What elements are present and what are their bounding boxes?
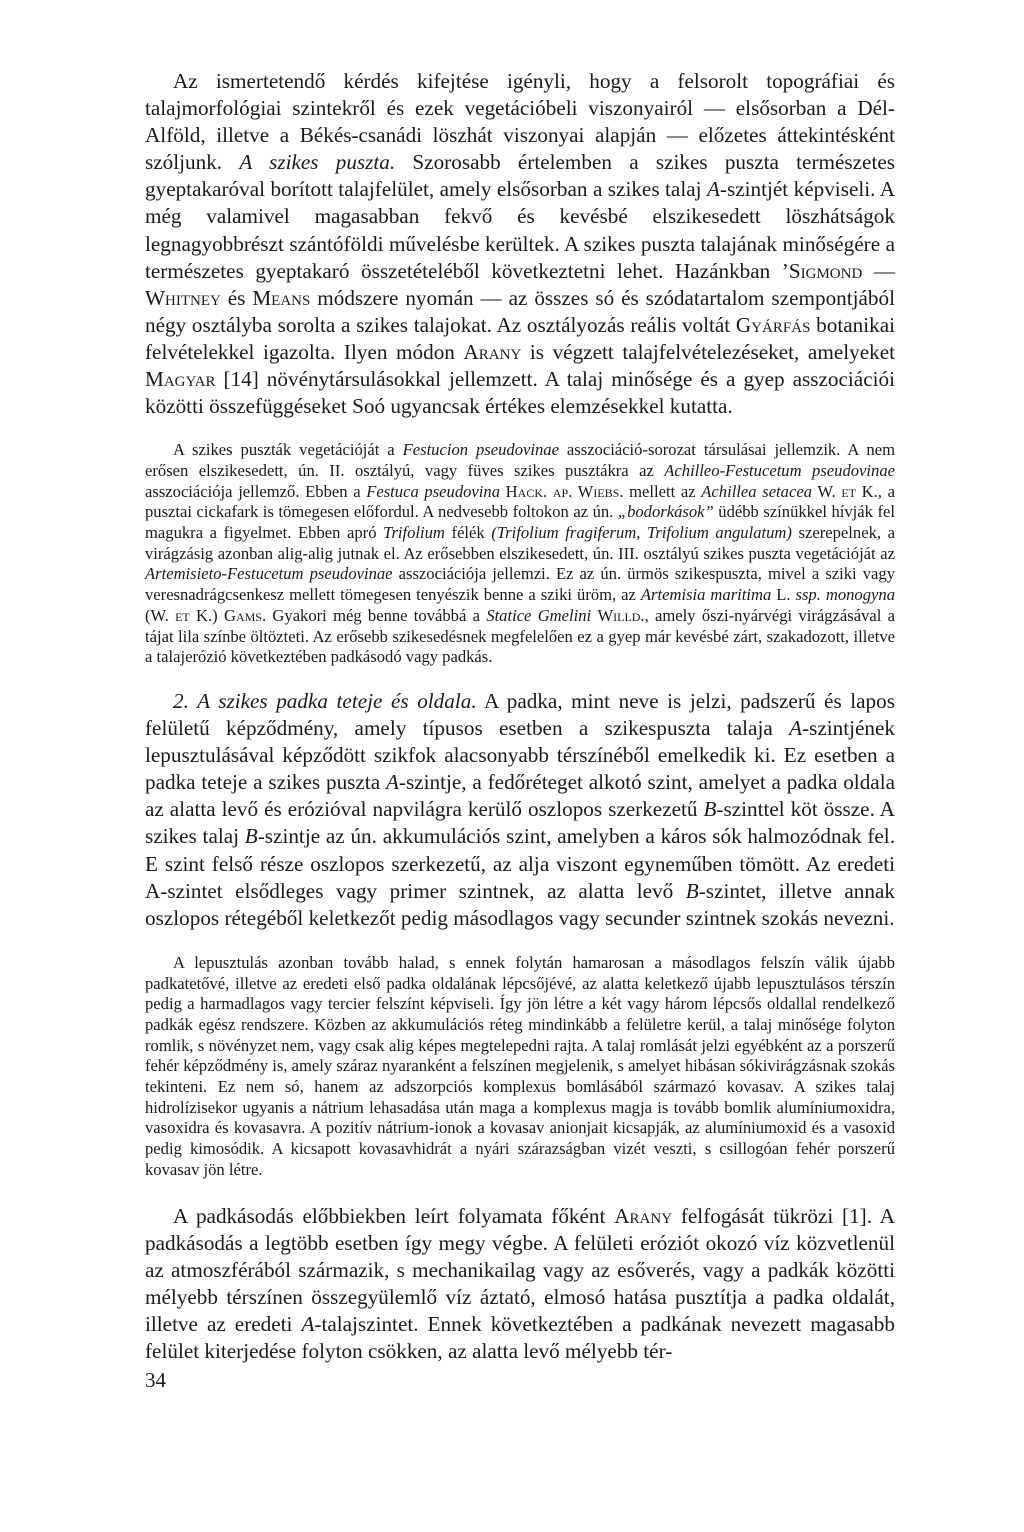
paragraph-szikes-padka: 2. A szikes padka teteje és oldala. A padka, mint neve is jelzi, padszerű és lapos felületű képződmény, amely típusos esetben a szikespuszta talaja A-szintjének lepusztulásával képződött szikfok alacsonyabb térszínéből emelkedik ki. Ez esetben a padka teteje a szikes puszta A-szintje, a fedőréteget alkotó szint, amelyet a padka oldala az alatta levő és erózióval napvilágra kerülő oszlopos szerkezetű B-szinttel köt össze. A szikes talaj B-szintje az ún. akkumulációs szint, amelyben a káros sók halmozódnak fel. E szint felső része oszlopos szerkezetű, az alja viszont egyneműben tömött. Az eredeti A-szintet elsődleges vagy primer szintnek, az alatta levő B-szintet, illetve annak oszlopos rétegéből keletkezőt pedig másodlagos vagy secunder szintnek szokás nevezni. [145, 688, 895, 930]
paragraph-padkasodas: A padkásodás előbbiekben leírt folyamata főként Arany felfogását tükrözi [1]. A padkásodás a legtöbb esetben így megy végbe. A felületi eróziót okozó víz közvetlenül az atmoszférából származik, s mechanikailag vagy az esőverés, vagy a padkák közötti mélyebb térszínen összegyülemlő víz áztató, elmosó hatása pusztítja a padka oldalát, illetve az eredeti A-talajszintet. Ennek következtében a padkának nevezett magasabb felület kiterjedése folyton csökken, az alatta levő mélyebb tér- [145, 1203, 895, 1363]
page-number: 34 [145, 1368, 166, 1392]
paragraph-lepusztulas: A lepusztulás azonban tovább halad, s ennek folytán hamarosan a másodlagos felszín válik újabb padkatetővé, illetve az eredeti első padka oldalának lépcsőjévé, az alatta keletkező újabb lepusztulásos térszín pedig a harmadlagos vagy tercier felszínt képviseli. Így jön létre a két vagy három lépcsős oldallal rendelkező padkák egész rendszere. Közben az akkumulációs réteg mindinkább a felületre kerül, a talaj minősége folyton romlik, s növényzet nem, vagy csak alig képes megtelepedni rajta. A talaj romlását jelzi egyébként az a porszerű fehér képződmény is, amely száraz nyaranként a felszínen megjelenik, s amelyet hibásan sókivirágzásnak szokás tekinteni. Ez nem só, hanem az adszorpciós komplexus bomlásából származó kovasav. A szikes talaj hidrolízisekor ugyanis a nátrium lehasadása után maga a komplexus magja is tovább bomlik alumíniumoxidra, vasoxidra és kovasavra. A pozitív nátrium-ionok a kovasav anionjait kicsapják, az alumíniumoxid és a vasoxid pedig kimosódik. A kicsapott kovasavhidrát a nyári szárazságban vizét veszti, s csillogóan fehér porszerű kovasav jön létre. [145, 952, 895, 1179]
paragraph-intro: Az ismertetendő kérdés kifejtése igényli, hogy a felsorolt topográfiai és talajmorfológiai szintekről és ezek vegetációbeli viszonyairól — elsősorban a Dél-Alföld, illetve a Békés-csanádi löszhát viszonyai alapján — előzetes áttekintésként szóljunk. A szikes puszta. Szorosabb értelemben a szikes puszta természetes gyeptakaróval borított talajfelület, amely elsősorban a szikes talaj A-szintjét képviseli. A még valamivel magasabban fekvő és kevésbé elszikesedett löszhátságok legnagyobbrészt szántóföldi művelésbe kerültek. A szikes puszta talajának minőségére a természetes gyeptakaró összetételéből következtetni lehet. Hazánkban ’Sigmond — Whitney és Means módszere nyomán — az összes só és szódatartalom szempontjából négy osztályba sorolta a szikes talajokat. Az osztályozás reális voltát Gyárfás botanikai felvételekkel igazolta. Ilyen módon Arany is végzett talajfelvételezéseket, amelyeket Magyar [14] növénytársulásokkal jellemzett. A talaj minősége és a gyep asszociációi közötti összefüggéseket Soó ugyancsak értékes elemzésekkel kutatta. [145, 69, 896, 419]
page-body [145, 68, 895, 1365]
paragraph-szikes-puszta-vegetacio: A szikes puszták vegetációját a Festucion pseudovinae asszociáció-sorozat társulásai jellemzik. A nem erősen elszikesedett, ún. II. osztályú, vagy füves szikes pusztákra az Achilleo-Festucetum pseudovinae asszociációja jellemző. Ebben a Festuca pseudovina Hack. ap. Wiebs. mellett az Achillea setacea W. et K., a pusztai cickafark is tömegesen előfordul. A nedvesebb foltokon az ún. „bodorkások” üdébb színükkel hívják fel magukra a figyelmet. Ebben apró Trifolium félék (Trifolium fragiferum, Trifolium angulatum) szerepelnek, a virágzásig azonban alig-alig jutnak el. Az erősebben elszikesedett, ún. III. osztályú szikes puszta vegetációját az Artemisieto-Festucetum pseudovinae asszociációja jellemzi. Ez az ún. ürmös szikespuszta, mivel a sziki vagy veresnadrágcsenkesz mellett tömegesen tenyészik benne a sziki üröm, az Artemisia maritima L. ssp. monogyna (W. et K.) Gams. Gyakori még benne továbbá a Statice Gmelini Willd., amely őszi-nyárvégi virágzásával a tájat lila színbe öltözteti. Az erősebb szikesedésnek megfelelően ez a gyep már kevésbé zárt, szakadozott, illetve a talajerózió következtében padkásodó vagy padkás. [145, 440, 896, 667]
